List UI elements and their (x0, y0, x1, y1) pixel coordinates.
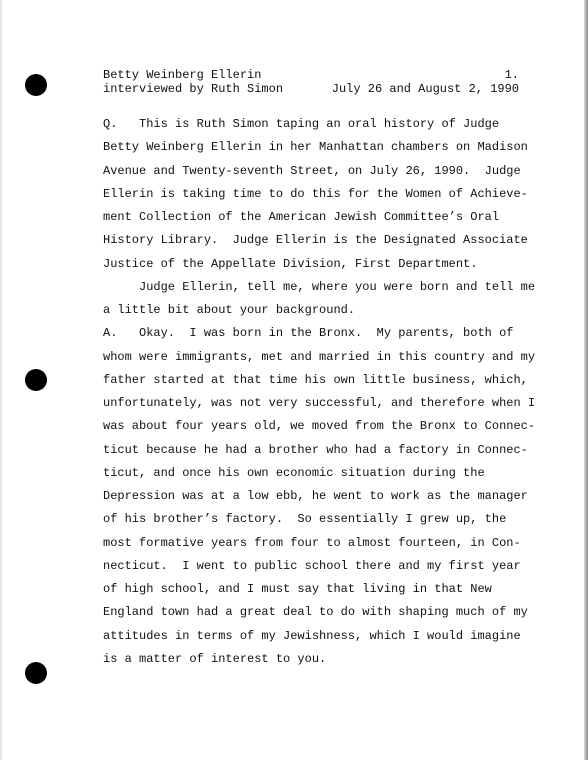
transcript-line: of high school, and I must say that living in that New (103, 582, 492, 596)
transcript-line: a little bit about your background. (103, 303, 356, 317)
transcript-line: A. Okay. I was born in the Bronx. My parents, both of (103, 326, 514, 341)
transcript-line: was about four years old, we moved from the Bronx to Connec- (103, 419, 536, 434)
transcript-line: necticut. I went to public school there and my first year (103, 558, 521, 573)
subject-name: Betty Weinberg Ellerin (103, 68, 262, 82)
interview-dates: July 26 and August 2, 1990 (331, 82, 519, 96)
transcript-line: Judge Ellerin, tell me, where you were born and tell me (103, 279, 536, 294)
page-number: 1. (504, 68, 519, 82)
transcript-line: England town had a great deal to do with shaping much of my (103, 605, 528, 620)
transcript-line: unfortunately, was not very successful, and therefore when I (103, 396, 536, 410)
page-right-edge (584, 0, 588, 760)
transcript-line: Q. This is Ruth Simon taping an oral history of Judge (103, 117, 500, 131)
page-left-edge (0, 0, 2, 760)
transcript-line: Avenue and Twenty-seventh Street, on July 26, 1990. Judge (103, 163, 521, 178)
interviewer-line: interviewed by Ruth Simon (103, 82, 284, 96)
page-header (103, 68, 519, 96)
transcript-line: father started at that time his own little business, which, (103, 372, 528, 387)
transcript-line: History Library. Judge Ellerin is the Designated Associate (103, 233, 528, 248)
punch-hole-bottom (25, 662, 47, 684)
transcript-body (103, 113, 536, 671)
transcript-line: whom were immigrants, met and married in this country and my (103, 349, 536, 364)
transcript-line: ticut because he had a brother who had a factory in Connec- (103, 442, 528, 457)
punch-hole-middle (25, 369, 47, 391)
transcript-line: of his brother’s factory. So essentially I grew up, the (103, 512, 507, 527)
transcript-line: attitudes in terms of my Jewishness, which I would imagine (103, 628, 521, 643)
transcript-line: Justice of the Appellate Division, First Department. (103, 256, 478, 271)
transcript-line: Ellerin is taking time to do this for the Women of Achieve- (103, 186, 528, 201)
transcript-line: most formative years from four to almost fourteen, in Con- (103, 535, 521, 550)
transcript-line: ment Collection of the American Jewish Committee’s Oral (103, 210, 500, 224)
transcript-line: Betty Weinberg Ellerin in her Manhattan chambers on Madison (103, 140, 528, 155)
transcript-line: Depression was at a low ebb, he went to work as the manager (103, 489, 528, 503)
punch-hole-top (25, 74, 47, 96)
transcript-line: is a matter of interest to you. (103, 651, 327, 666)
transcript-line: ticut, and once his own economic situation during the (103, 465, 485, 480)
